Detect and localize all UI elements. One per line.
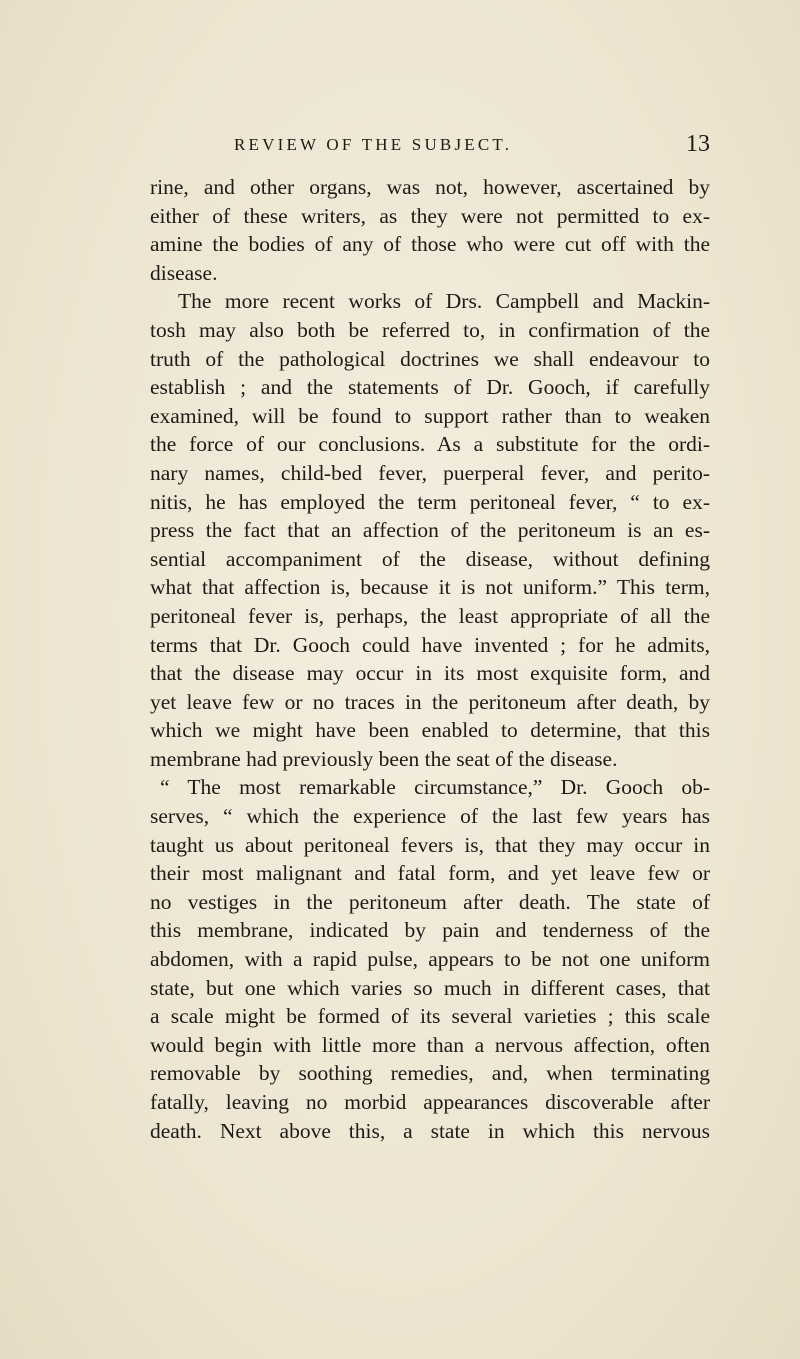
text-line: serves, “ which the experience of the last few years has [150,804,710,829]
text-line: no vestiges in the peritoneum after death. The state of [150,889,710,914]
text-line: what that affection is, because it is not uniform.” This term, [150,575,710,600]
body-text [150,173,710,1145]
text-line: their most malignant and fatal form, and yet leave few or [150,861,710,886]
text-line: this membrane, indicated by pain and tenderness of the [150,918,710,943]
text-line: rine, and other organs, was not, however, ascertained by [150,175,710,199]
text-line: examined, will be found to support rather than to weaken [150,403,710,428]
text-line: which we might have been enabled to determine, that this [150,718,710,743]
text-line: truth of the pathological doctrines we shall endeavour to [150,346,710,371]
text-line: disease. [150,260,218,285]
text-line: state, but one which varies so much in different cases, that [150,975,710,1000]
text-line: death. Next above this, a state in which this nervous [150,1118,710,1143]
text-line: taught us about peritoneal fevers is, that they may occur in [150,832,710,857]
text-line: The more recent works of Drs. Campbell and Mackin- [178,289,710,314]
text-line: “ The most remarkable circumstance,” Dr. Gooch ob- [160,775,710,800]
text-line: tosh may also both be referred to, in confirmation of the [150,317,710,342]
text-line: fatally, leaving no morbid appearances discoverable after [150,1090,710,1114]
text-line: removable by soothing remedies, and, when terminating [150,1061,710,1086]
text-line: a scale might be formed of its several varieties ; this scale [150,1004,710,1029]
running-head [150,131,710,165]
text-line: peritoneal fever is, perhaps, the least appropriate of all the [150,603,710,628]
text-line: that the disease may occur in its most exquisite form, and [150,661,710,686]
text-line: would begin with little more than a nervous affection, often [150,1032,710,1057]
text-line: yet leave few or no traces in the peritoneum after death, by [150,689,710,714]
text-line: membrane had previously been the seat of the disease. [150,746,618,771]
text-line: amine the bodies of any of those who were cut off with the [150,232,710,257]
text-line: the force of our conclusions. As a substitute for the ordi- [150,432,710,457]
text-line: sential accompaniment of the disease, without defining [150,546,710,571]
text-line: nitis, he has employed the term peritoneal fever, “ to ex- [150,489,710,514]
text-line: terms that Dr. Gooch could have invented ; for he admits, [150,632,710,657]
text-line: either of these writers, as they were not permitted to ex- [150,203,710,228]
text-line: nary names, child-bed fever, puerperal fever, and perito- [150,460,710,485]
page-number: 13 [686,131,710,157]
running-title: REVIEW OF THE SUBJECT. [234,135,513,154]
text-line: abdomen, with a rapid pulse, appears to be not one uniform [150,947,710,972]
text-line: press the fact that an affection of the peritoneum is an es- [150,518,710,543]
text-line: establish ; and the statements of Dr. Gooch, if carefully [150,375,710,400]
